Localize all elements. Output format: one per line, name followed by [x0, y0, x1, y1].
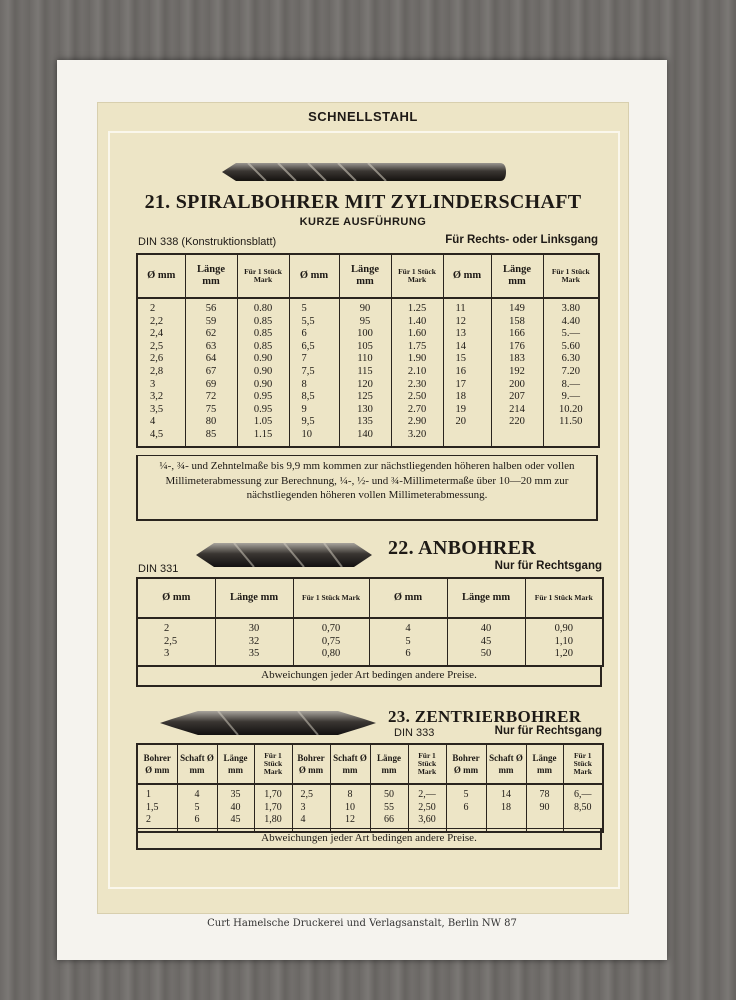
diameter-values: 5 5,5 6 6,5 7 7,5 8 8,5 9 9,5 10	[289, 303, 339, 442]
col-header-diameter: Ø mm	[137, 254, 185, 298]
length-values: 78 90	[526, 789, 563, 827]
section-22-din: DIN 331	[138, 563, 179, 575]
col-header-shank: Schaft Ø mm	[177, 744, 217, 784]
section-23-din: DIN 333	[394, 727, 435, 739]
price-values: 0,70 0,75 0,80	[293, 623, 369, 661]
section-23-note: Abweichungen jeder Art bedingen andere Preise.	[136, 828, 602, 850]
col-header-price	[254, 744, 292, 784]
length-values: 149 158 166 176 183 192 200 207 214 220	[491, 303, 543, 442]
length-values: 90 95 100 105 110 115 120 125 130 135 140	[339, 303, 391, 442]
bore-values: 5 6	[446, 789, 486, 827]
section-21-note: ¼-, ¾- und Zehntelmaße bis 9,9 mm kommen zur nächstliegenden höheren halben oder vollen Millimeterabmessung zur Berechnung, ¼-, ½- und ¾-Millimetermaße über 10—20 mm zur nächstliegenden höheren vollen Millimeterabmessung.	[136, 455, 598, 521]
section-23-table	[136, 743, 604, 833]
section-21-table	[136, 253, 600, 448]
section-21-din: DIN 338 (Konstruktionsblatt)	[138, 236, 277, 248]
section-22-note: Abweichungen jeder Art bedingen andere Preise.	[136, 665, 602, 687]
col-header-length: Länge mm	[215, 578, 293, 618]
col-header-price	[408, 744, 446, 784]
col-header-price	[525, 578, 603, 618]
col-header-length: Länge mm	[339, 254, 391, 298]
section-23-title: 23. ZENTRIERBOHRER	[388, 707, 582, 726]
diameter-values: 2 2,2 2,4 2,5 2,6 2,8 3 3,2 3,5 4 4,5	[137, 303, 185, 442]
catalog-page	[57, 60, 667, 960]
col-header-bore: Bohrer Ø mm	[446, 744, 486, 784]
col-header-diameter: Ø mm	[369, 578, 447, 618]
col-header-price	[391, 254, 443, 298]
page-heading: SCHNELLSTAHL	[308, 109, 418, 124]
section-22-title: 22. ANBOHRER	[388, 537, 537, 559]
shank-values: 4 5 6	[177, 789, 217, 827]
price-header-text: Für 1 Stück Mark	[551, 267, 590, 284]
content-panel	[97, 102, 629, 914]
col-header-price	[237, 254, 289, 298]
section-21-subtitle: KURZE AUSFÜHRUNG	[299, 216, 427, 228]
col-header-price	[293, 578, 369, 618]
price-values: 2,— 2,50 3,60	[408, 789, 446, 827]
col-header-diameter: Ø mm	[289, 254, 339, 298]
section-21-title: 21. SPIRALBOHRER MIT ZYLINDERSCHAFT	[144, 191, 582, 213]
col-header-bore: Bohrer Ø mm	[137, 744, 177, 784]
col-header-diameter: Ø mm	[137, 578, 215, 618]
price-values: 6,— 8,50	[563, 789, 603, 827]
col-header-bore: Bohrer Ø mm	[292, 744, 330, 784]
price-values: 1,70 1,70 1,80	[254, 789, 292, 827]
shank-values: 14 18	[486, 789, 526, 827]
col-header-length: Länge mm	[447, 578, 525, 618]
section-21-direction: Für Rechts- oder Linksgang	[445, 234, 598, 246]
bore-values: 1 1,5 2	[137, 789, 177, 827]
twist-drill-image	[218, 159, 508, 185]
centering-drill-image	[158, 703, 378, 743]
section-22-direction: Nur für Rechtsgang	[494, 560, 602, 572]
length-values: 56 59 62 63 64 67 69 72 75 80 85	[185, 303, 237, 442]
price-header-text: Für 1 Stück Mark	[573, 751, 592, 776]
price-header-text: Für 1 Stück Mark	[398, 267, 436, 284]
length-values: 50 55 66	[370, 789, 408, 827]
col-header-shank: Schaft Ø mm	[330, 744, 370, 784]
length-values: 40 45 50	[447, 623, 525, 661]
length-values: 35 40 45	[217, 789, 254, 827]
shank-values: 8 10 12	[330, 789, 370, 827]
length-values: 30 32 35	[215, 623, 293, 661]
section-22-table	[136, 577, 604, 667]
col-header-length: Länge mm	[370, 744, 408, 784]
col-header-length: Länge mm	[526, 744, 563, 784]
printer-footer: Curt Hamelsche Druckerei und Verlagsanstalt, Berlin NW 87	[207, 918, 517, 929]
diameter-values: 2 2,5 3	[137, 623, 215, 661]
section-23-direction: Nur für Rechtsgang	[494, 725, 602, 737]
diameter-values: 11 12 13 14 15 16 17 18 19 20	[443, 303, 491, 442]
col-header-price	[563, 744, 603, 784]
price-values: 3.80 4.40 5.— 5.60 6.30 7.20 8.— 9.— 10.20 11.50	[543, 303, 599, 442]
center-drill-image	[194, 535, 374, 575]
price-values: 1.25 1.40 1.60 1.75 1.90 2.10 2.30 2.50 2.70 2.90 3.20	[391, 303, 443, 442]
col-header-length: Länge mm	[185, 254, 237, 298]
price-values: 0,90 1,10 1,20	[525, 623, 603, 661]
col-header-length: Länge mm	[491, 254, 543, 298]
col-header-price	[543, 254, 599, 298]
diameter-values: 4 5 6	[369, 623, 447, 661]
price-values: 0.80 0.85 0.85 0.85 0.90 0.90 0.90 0.95 0.95 1.05 1.15	[237, 303, 289, 442]
price-header-text: Für 1 Stück Mark	[263, 751, 283, 776]
price-header-text: Für 1 Stück Mark	[417, 751, 437, 776]
col-header-length: Länge mm	[217, 744, 254, 784]
price-header-text: Für 1 Stück Mark	[534, 593, 593, 602]
col-header-shank: Schaft Ø mm	[486, 744, 526, 784]
price-header-text: Für 1 Stück Mark	[244, 267, 282, 284]
bore-values: 2,5 3 4	[292, 789, 330, 827]
col-header-diameter: Ø mm	[443, 254, 491, 298]
price-header-text: Für 1 Stück Mark	[302, 593, 360, 602]
